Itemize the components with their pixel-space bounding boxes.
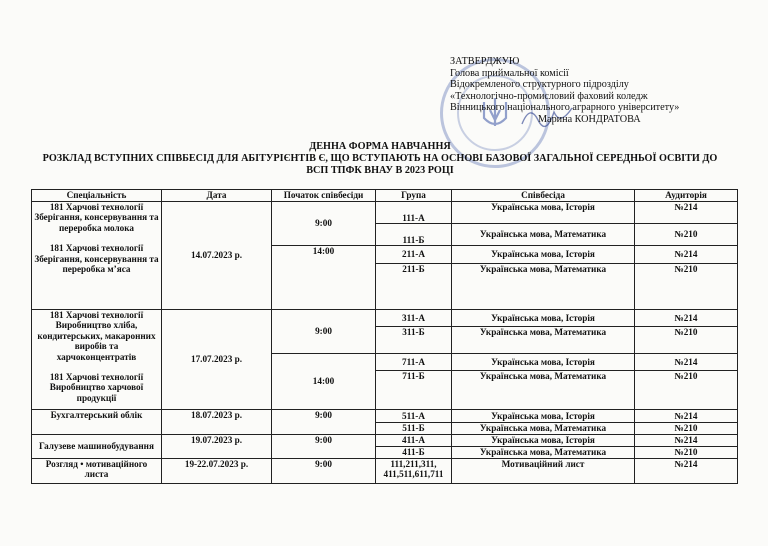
interview-cell: Українська мова, Математика xyxy=(452,423,635,435)
heading-institution: ВСП ТПФК ВНАУ В 2023 РОЦІ xyxy=(306,165,454,176)
group-cell: 111-А xyxy=(376,202,452,224)
interview-cell: Українська мова, Математика xyxy=(452,371,635,410)
header-room: Аудиторія xyxy=(635,190,738,202)
group-cell: 711-Б xyxy=(376,371,452,410)
group-cell: 111-Б xyxy=(376,224,452,246)
specialty-cell xyxy=(32,310,162,410)
table-row xyxy=(32,310,738,327)
group-cell: 311-А xyxy=(376,310,452,327)
room-cell: №210 xyxy=(635,327,738,354)
date-cell: 19.07.2023 р. xyxy=(162,435,272,459)
interview-cell: Українська мова, Історія xyxy=(452,202,635,224)
interview-cell: Українська мова, Математика xyxy=(452,447,635,459)
time-cell: 9:00 xyxy=(272,202,376,246)
date-cell: 14.07.2023 р. xyxy=(162,202,272,310)
approval-block xyxy=(450,56,750,126)
interview-cell: Мотиваційний лист xyxy=(452,459,635,484)
header-date: Дата xyxy=(162,190,272,202)
group-cell: 511-Б xyxy=(376,423,452,435)
room-cell: №214 xyxy=(635,410,738,423)
room-cell: №210 xyxy=(635,447,738,459)
group-cell: 711-А xyxy=(376,354,452,371)
room-cell: №210 xyxy=(635,423,738,435)
group-cell: 211-А xyxy=(376,246,452,264)
interview-cell: Українська мова, Історія xyxy=(452,246,635,264)
header-start-time: Початок співбесіди xyxy=(272,190,376,202)
room-cell: №214 xyxy=(635,354,738,371)
room-cell: №210 xyxy=(635,371,738,410)
heading-title: РОЗКЛАД ВСТУПНИХ СПІВБЕСІД ДЛЯ АБІТУРІЄНТІВ Є, ЩО ВСТУПАЮТЬ НА ОСНОВІ БАЗОВОЇ ЗАГАЛЬНОЇ СЕРЕДНЬОЇ ОСВІТИ ДО xyxy=(42,153,718,164)
specialty-meat: 181 Харчові технології Зберігання, консервування та переробка м’яса xyxy=(34,243,159,275)
room-cell: №210 xyxy=(635,264,738,310)
time-cell: 14:00 xyxy=(272,354,376,410)
time-cell: 9:00 xyxy=(272,310,376,354)
interview-cell: Українська мова, Математика xyxy=(452,224,635,246)
table-row xyxy=(32,435,738,447)
date-cell: 19-22.07.2023 р. xyxy=(162,459,272,484)
date-cell: 17.07.2023 р. xyxy=(162,310,272,410)
time-cell: 9:00 xyxy=(272,435,376,459)
interview-cell: Українська мова, Історія xyxy=(452,310,635,327)
approval-position: Голова приймальної комісії xyxy=(450,67,569,79)
specialty-bakery: 181 Харчові технології Виробництво хліба, кондитерських, макаронних виробів та харчоконцентратів xyxy=(37,310,156,362)
group-cell: 211-Б xyxy=(376,264,452,310)
date-cell: 18.07.2023 р. xyxy=(162,410,272,435)
specialty-food-production: 181 Харчові технології Виробництво харчової продукції xyxy=(49,372,144,403)
room-cell: №214 xyxy=(635,459,738,484)
interview-cell: Українська мова, Математика xyxy=(452,264,635,310)
header-specialty: Спеціальність xyxy=(32,190,162,202)
table-header-row xyxy=(32,190,738,202)
time-cell: 9:00 xyxy=(272,459,376,484)
approval-signer: Марина КОНДРАТОВА xyxy=(538,113,641,125)
interview-cell: Українська мова, Історія xyxy=(452,410,635,423)
room-cell: №214 xyxy=(635,435,738,447)
interview-cell: Українська мова, Математика xyxy=(452,327,635,354)
room-cell: №214 xyxy=(635,310,738,327)
approval-title: ЗАТВЕРДЖУЮ xyxy=(450,56,520,67)
specialty-cell xyxy=(32,202,162,310)
room-cell: №214 xyxy=(635,246,738,264)
interview-cell: Українська мова, Історія xyxy=(452,435,635,447)
specialty-cell: Бухгалтерський облік xyxy=(32,410,162,435)
group-cell: 411-А xyxy=(376,435,452,447)
table-row xyxy=(32,410,738,423)
time-cell: 14:00 xyxy=(272,246,376,310)
specialty-cell: Галузеве машинобудування xyxy=(32,435,162,459)
interview-cell: Українська мова, Історія xyxy=(452,354,635,371)
room-cell: №210 xyxy=(635,224,738,246)
heading-form: ДЕННА ФОРМА НАВЧАННЯ xyxy=(309,141,451,152)
header-interview: Співбесіда xyxy=(452,190,635,202)
table-row xyxy=(32,459,738,484)
time-cell: 9:00 xyxy=(272,410,376,435)
group-cell: 511-А xyxy=(376,410,452,423)
schedule-table xyxy=(31,189,738,484)
table-row xyxy=(32,202,738,224)
header-group: Група xyxy=(376,190,452,202)
approval-college: «Технологічно-промисловий фаховий коледж xyxy=(450,90,648,102)
room-cell: №214 xyxy=(635,202,738,224)
specialty-milk: 181 Харчові технології Зберігання, консервування та переробка молока xyxy=(34,202,159,233)
document-heading xyxy=(30,141,730,177)
approval-university: Вінницького національного аграрного університету» xyxy=(450,102,680,114)
specialty-cell: Розгляд • мотиваційного листа xyxy=(32,459,162,484)
group-cell: 311-Б xyxy=(376,327,452,354)
approval-unit: Відокремленого структурного підрозділу xyxy=(450,79,629,91)
group-cell: 411-Б xyxy=(376,447,452,459)
group-cell: 111,211,311, 411,511,611,711 xyxy=(376,459,452,484)
